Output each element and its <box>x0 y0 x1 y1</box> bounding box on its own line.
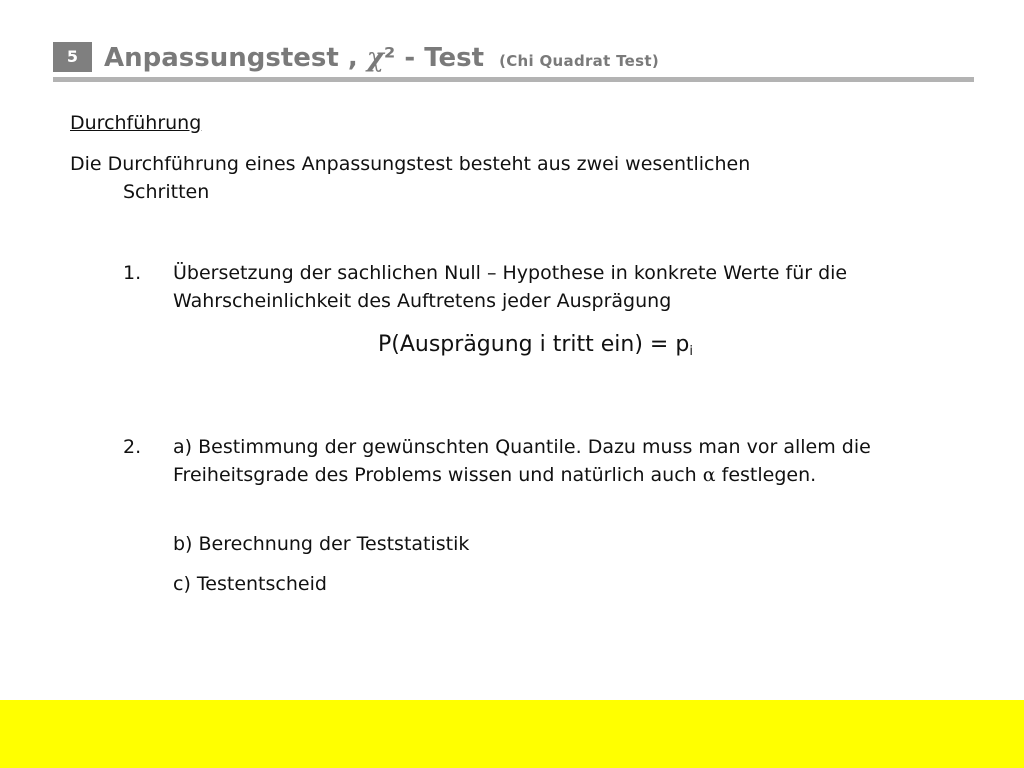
slide-title <box>104 40 659 79</box>
title-chi-symbol: χ <box>366 43 384 73</box>
step-2-item-c: c) Testentscheid <box>173 573 327 595</box>
intro-line-2: Schritten <box>123 181 210 203</box>
step-1-text: Übersetzung der sachlichen Null – Hypothese in konkrete Werte für die Wahrscheinlichkeit des Auftretens jeder Ausprägung <box>173 262 848 312</box>
title-main: Anpassungstest , <box>104 43 358 73</box>
probability-formula <box>378 330 693 367</box>
slide-number-badge: 5 <box>53 42 92 72</box>
section-heading: Durchführung <box>70 112 202 134</box>
intro-line-1: Die Durchführung eines Anpassungstest besteht aus zwei wesentlichen <box>70 153 751 175</box>
formula-subscript: i <box>689 344 693 359</box>
step-2-item-a <box>173 433 963 489</box>
formula-text: P(Ausprägung i tritt ein) = p <box>378 332 690 357</box>
step-1-number: 1. <box>123 262 142 284</box>
intro-paragraph <box>70 150 930 206</box>
alpha-symbol: α <box>702 464 716 486</box>
step-2-number: 2. <box>123 436 142 458</box>
step-1 <box>123 259 963 315</box>
title-subtitle: (Chi Quadrat Test) <box>499 52 659 70</box>
title-after: ² - Test <box>383 43 485 73</box>
step-2 <box>123 433 963 489</box>
step-2-item-b: b) Berechnung der Teststatistik <box>173 533 470 555</box>
footer-bar <box>0 700 1024 768</box>
step-2a-text-end: festlegen. <box>721 464 817 486</box>
step-2a-text: a) Bestimmung der gewünschten Quantile. Dazu muss man vor allem die Freiheitsgrade des Problems wissen und natürlich auch <box>173 436 871 486</box>
title-divider <box>53 77 974 82</box>
